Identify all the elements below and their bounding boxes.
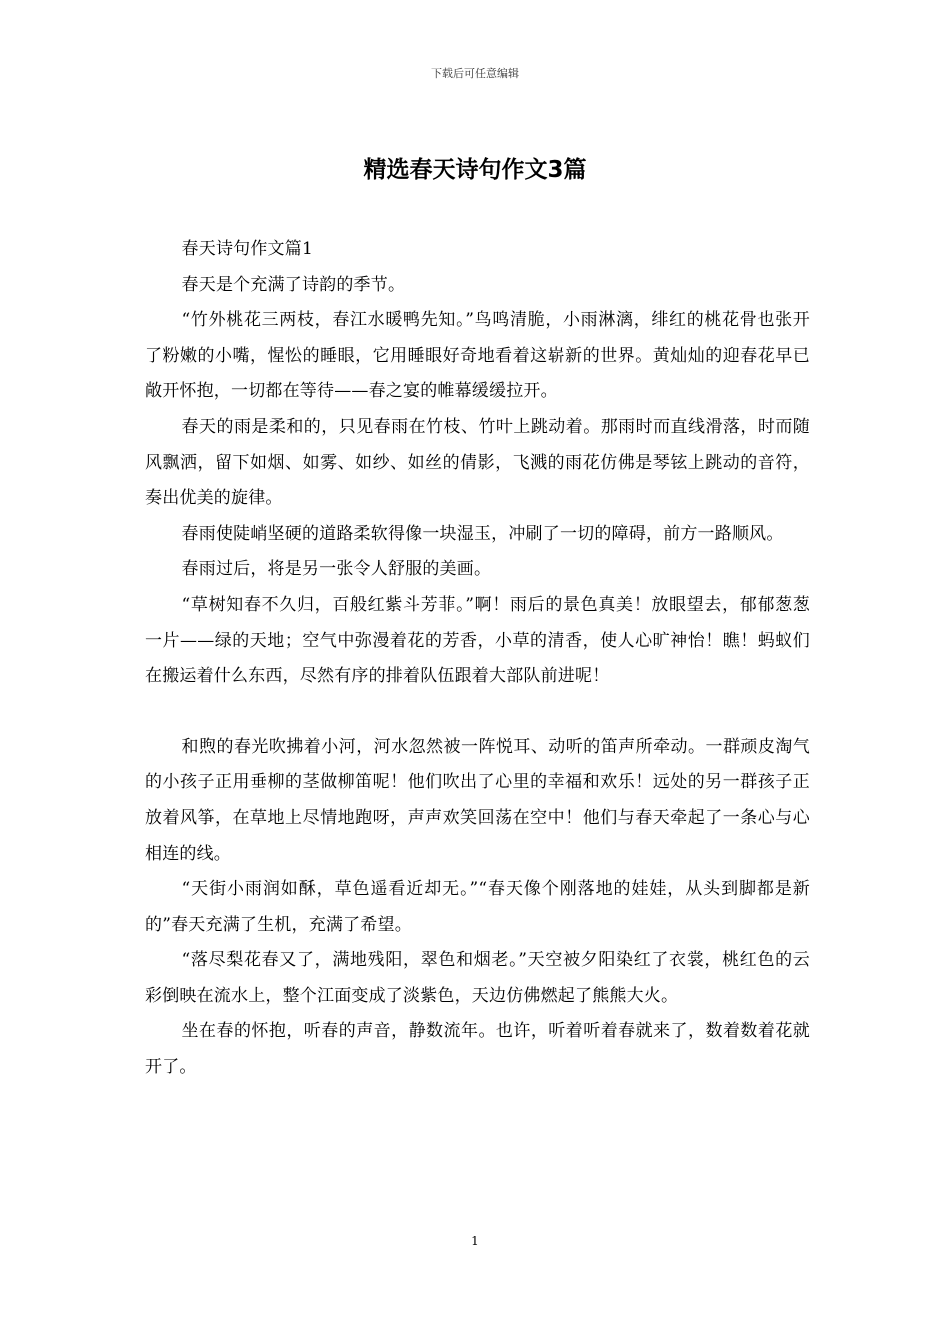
paragraph: 春雨过后，将是另一张令人舒服的美画。 <box>181 559 492 580</box>
paragraph: “竹外桃花三两枝，春江水暖鸭先知。”鸟鸣清脆，小雨淋漓，绯红的桃花骨也张开了粉嫩的小嘴，惺忪的睡眼，它用睡眼好奇地看着这崭新的世界。黄灿灿的迎春花早已敞开怀抱，一切都在等待——春之宴的帷幕缓缓拉开。 <box>145 310 810 402</box>
paragraph: “草树知春不久归，百般红紫斗芳菲。”啊！雨后的景色真美！放眼望去，郁郁葱葱一片——绿的天地；空气中弥漫着花的芳香，小草的清香，使人心旷神怡！瞧！蚂蚁们在搬运着什么东西，尽然有序的排着队伍跟着大部队前进呢！ <box>145 594 810 687</box>
section-heading: 春天诗句作文篇1 <box>181 239 313 259</box>
document-title: 精选春天诗句作文3篇 <box>363 157 587 183</box>
page-number: 1 <box>471 1234 479 1248</box>
paragraph: “落尽梨花春又了，满地残阳，翠色和烟老。”天空被夕阳染红了衣裳，桃红色的云彩倒映在流水上，整个江面变成了淡紫色，天边仿佛燃起了熊熊大火。 <box>145 950 810 1006</box>
paragraph: 坐在春的怀抱，听春的声音，静数流年。也许，听着听着春就来了，数着数着花就开了。 <box>145 1021 810 1078</box>
paragraph: 春天是个充满了诗韵的季节。 <box>181 274 406 295</box>
paragraph: 春雨使陡峭坚硬的道路柔软得像一块湿玉，冲刷了一切的障碍，前方一路顺风。 <box>181 523 784 544</box>
paragraph: 和煦的春光吹拂着小河，河水忽然被一阵悦耳、动听的笛声所牵动。一群顽皮淘气的小孩子正用垂柳的茎做柳笛呢！他们吹出了心里的幸福和欢乐！远处的另一群孩子正放着风筝，在草地上尽情地跑呀，声声欢笑回荡在空中！他们与春天牵起了一条心与心相连的线。 <box>145 736 810 864</box>
page-header-note: 下载后可任意编辑 <box>431 67 519 80</box>
document-body <box>145 232 810 1086</box>
paragraph: 春天的雨是柔和的，只见春雨在竹枝、竹叶上跳动着。那雨时而直线滑落，时而随风飘洒，留下如烟、如雾、如纱、如丝的倩影，飞溅的雨花仿佛是琴铉上跳动的音符，奏出优美的旋律。 <box>145 416 810 509</box>
paragraph: “天街小雨润如酥，草色遥看近却无。”“春天像个刚落地的娃娃，从头到脚都是新的”春天充满了生机，充满了希望。 <box>145 879 810 935</box>
